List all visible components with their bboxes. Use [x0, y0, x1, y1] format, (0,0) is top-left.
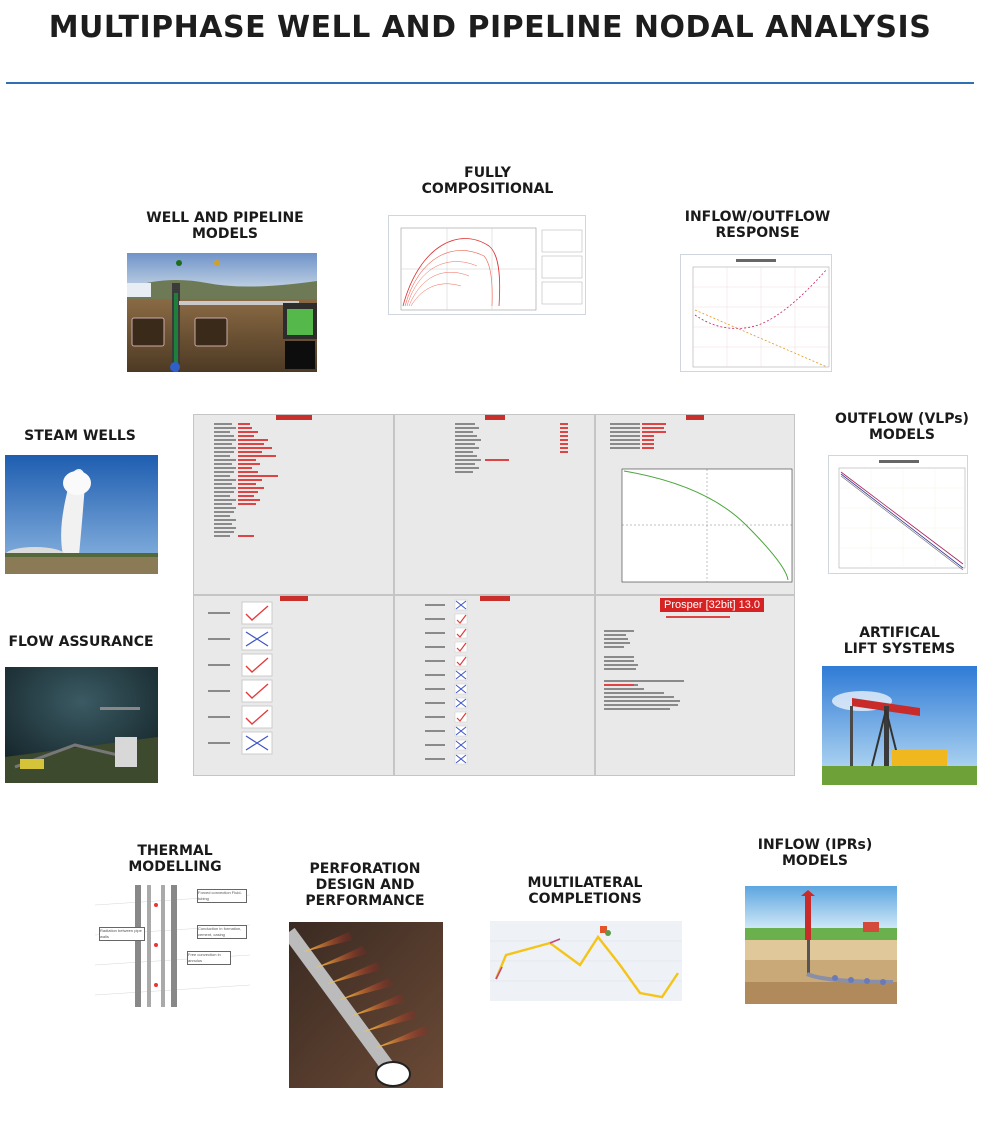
label-flow-assurance: FLOW ASSURANCE: [8, 634, 154, 650]
outflow-vlp-chart-image: [828, 455, 968, 574]
label-inflow-outflow-response: INFLOW/OUTFLOW RESPONSE: [684, 209, 831, 241]
label-perforation-design: PERFORATION DESIGN AND PERFORMANCE: [305, 861, 425, 909]
note-conduction: Conduction in formation, cement, casing: [197, 925, 247, 939]
label-inflow-iprs-models: INFLOW (IPRs) MODELS: [757, 837, 873, 869]
pumpjack-photo: [822, 666, 977, 785]
dashboard-options-summary: [193, 414, 394, 595]
label-thermal-modelling: THERMAL MODELLING: [128, 843, 222, 875]
title-divider: [6, 82, 974, 84]
inflow-ipr-image: [745, 886, 897, 1004]
dashboard-ipr-plot: [595, 414, 795, 595]
note-free-convection: Free convection in annulus: [187, 951, 231, 965]
cell-header-bar: [686, 415, 704, 420]
dashboard-fluid-data: [394, 414, 595, 595]
label-artificial-lift-systems: ARTIFICAL LIFT SYSTEMS: [843, 625, 956, 657]
multilateral-completions-image: [490, 921, 682, 1001]
cell-header-bar: [485, 415, 505, 420]
label-steam-wells: STEAM WELLS: [24, 428, 136, 444]
phase-envelope-image: [388, 215, 586, 315]
subsea-flow-assurance-photo: [5, 667, 158, 783]
label-fully-compositional: FULLY COMPOSITIONAL: [421, 165, 554, 197]
prosper-dashboard: [193, 414, 795, 776]
steam-geyser-photo: [5, 455, 158, 574]
perforation-image: [289, 922, 443, 1088]
dashboard-about-info: [595, 595, 795, 776]
label-multilateral-completions: MULTILATERAL COMPLETIONS: [527, 875, 643, 907]
cell-header-bar: [276, 415, 312, 420]
thermal-modelling-diagram: [95, 885, 250, 1007]
dashboard-calc-status: [193, 595, 394, 776]
note-radiation: Radiation between pipe walls: [99, 927, 145, 941]
cell-header-bar: [480, 596, 510, 601]
cell-header-bar: [280, 596, 308, 601]
label-well-pipeline-models: WELL AND PIPELINE MODELS: [146, 210, 304, 242]
note-forced-convection: Forced convection Fluid-tubing: [197, 889, 247, 903]
label-outflow-vlps-models: OUTFLOW (VLPs) MODELS: [835, 411, 969, 443]
dashboard-matching-status: [394, 595, 595, 776]
product-version-tag: Prosper [32bit] 13.0: [660, 598, 764, 612]
well-pipeline-image: [127, 253, 317, 372]
page-title: MULTIPHASE WELL AND PIPELINE NODAL ANALYSIS: [48, 10, 932, 45]
inflow-outflow-chart-image: [680, 254, 832, 372]
